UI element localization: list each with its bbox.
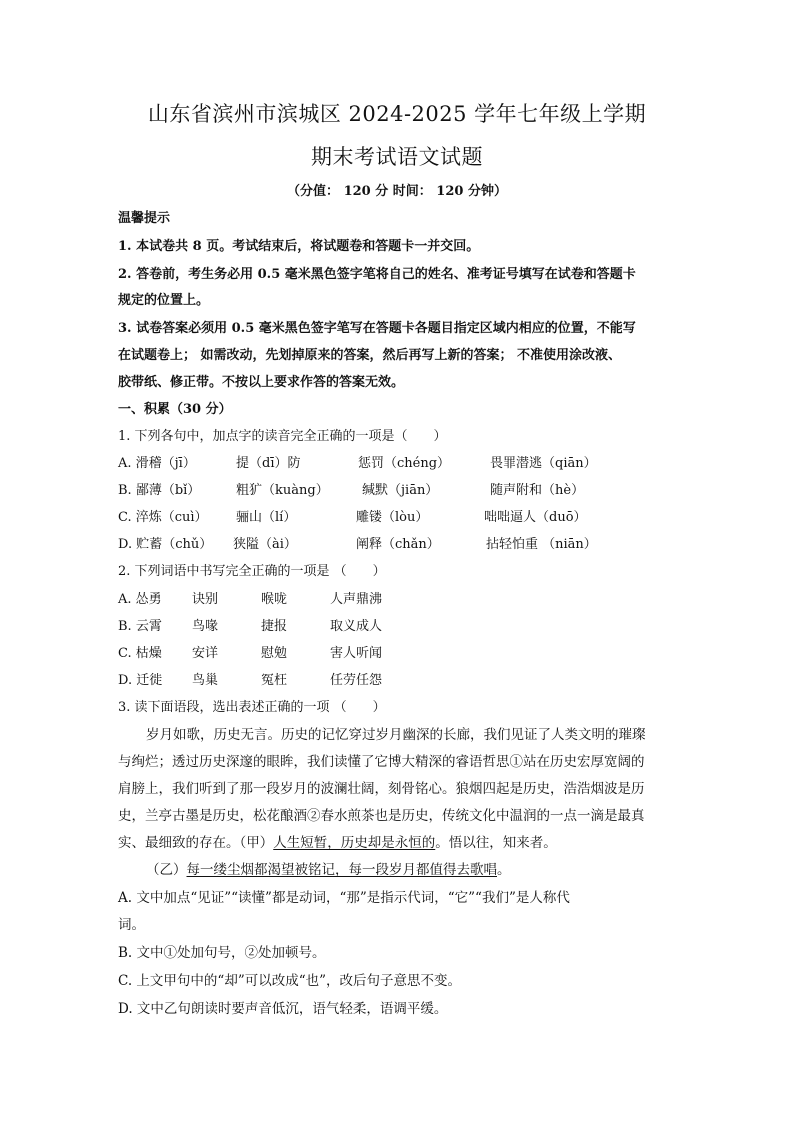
tip-2-line2: 规定的位置上。: [118, 293, 210, 308]
q3-option-d: D. 文中乙句朗读时要声音低沉，语气轻柔，语调平缓。: [118, 1001, 448, 1017]
exam-title-line2: 期末考试语文试题: [311, 145, 483, 169]
passage-line4: 史，兰亭古墨是历史，松花酿酒②春水煎茶也是历史，传统文化中温润的一点一滴是最真: [118, 808, 645, 824]
passage-line6-end: 。: [497, 862, 511, 878]
q2-option-c-item2: 安详: [192, 646, 219, 661]
q2-option-d-item2: 鸟巢: [192, 673, 219, 688]
q2-option-b-item4: 取义成人: [330, 619, 383, 634]
q2-option-c-item3: 慰勉: [261, 646, 288, 661]
passage-line6-start: （乙）: [146, 862, 187, 878]
exam-meta: （分值： 120 分 时间： 120 分钟）: [287, 184, 507, 199]
q1-option-a-item2: 提（dī）防: [236, 456, 301, 471]
q3-option-a-line2: 词。: [118, 917, 145, 933]
q2-option-d-item1: D. 迁徙: [118, 673, 163, 688]
q1-option-c-item3: 雕镂（lòu）: [356, 510, 429, 525]
sentence-jia-underlined: 人生短暂，历史却是永恒的: [273, 835, 436, 851]
passage-line1: 岁月如歌，历史无言。历史的记忆穿过岁月幽深的长廊，我们见证了人类文明的璀璨: [146, 727, 646, 743]
q2-option-a-item2: 诀别: [192, 592, 219, 607]
q2-option-c-item1: C. 枯燥: [118, 646, 162, 661]
passage-line5: [118, 831, 678, 851]
exam-title-line1: 山东省滨州市滨城区 2024-2025 学年七年级上学期: [147, 102, 647, 126]
q1-option-b-item2: 粗犷（kuàng）: [236, 483, 329, 498]
q1-option-d-item1: D. 贮蓄（chǔ）: [118, 537, 213, 552]
tip-2-line1: 2. 答卷前，考生务必用 0.5 毫米黑色签字笔将自己的姓名、准考证号填写在试卷和答题卡: [118, 267, 636, 282]
q2-option-c-item4: 害人听闻: [330, 646, 383, 661]
passage-line2: 与绚烂；透过历史深邃的眼眸，我们读懂了它博大精深的睿语哲思①站在历史宏厚宽阔的: [118, 754, 645, 770]
q1-option-a-item3: 惩罚（chéng）: [358, 456, 451, 471]
q3-option-c: C. 上文甲句中的“却”可以改成“也”，改后句子意思不变。: [118, 973, 462, 989]
q2-option-a-item4: 人声鼎沸: [330, 592, 383, 607]
tip-3-line1: 3. 试卷答案必须用 0.5 毫米黑色签字笔写在答题卡各题目指定区域内相应的位置，不能写: [118, 321, 636, 336]
q1-stem: 1. 下列各句中，加点字的读音完全正确的一项是（ ）: [118, 429, 447, 444]
q2-option-b-item3: 捷报: [261, 619, 288, 634]
tips-heading: 温馨提示: [118, 211, 171, 226]
passage-line3: 肩膀上，我们听到了那一段岁月的波澜壮阔，刻骨铭心。狼烟四起是历史，浩浩烟波是历: [118, 781, 645, 797]
q2-option-a-item1: A. 怂勇: [118, 592, 162, 607]
q3-option-b: B. 文中①处加句号，②处加顿号。: [118, 945, 326, 961]
sentence-yi-underlined: 每一缕尘烟都渴望被铭记，每一段岁月都值得去歌唱: [186, 862, 497, 878]
q2-option-b-item2: 鸟喙: [192, 619, 219, 634]
q2-option-d-item3: 冤枉: [261, 673, 288, 688]
q2-option-b-item1: B. 云霄: [118, 619, 162, 634]
q1-option-d-item3: 阐释（chǎn）: [356, 537, 440, 552]
q3-stem: 3. 读下面语段，选出表述正确的一项 （ ）: [118, 700, 386, 715]
section-heading: 一、积累（30 分）: [118, 402, 232, 417]
q1-option-c-item4: 咄咄逼人（duō）: [484, 510, 587, 525]
q2-stem: 2. 下列词语中书写完全正确的一项是 （ ）: [118, 564, 386, 579]
q2-option-d-item4: 任劳任怨: [330, 673, 383, 688]
passage-line5-end: 。悟以往，知来者。: [435, 835, 557, 851]
passage-line6: [146, 858, 706, 878]
passage-line5-start: 实、最细致的存在。（甲）: [118, 835, 274, 851]
q1-option-a-item4: 畏罪潜逃（qiān）: [490, 456, 597, 471]
q2-option-a-item3: 喉咙: [261, 592, 288, 607]
q1-option-b-item1: B. 鄙薄（bǐ）: [118, 483, 201, 498]
q1-option-a-item1: A. 滑稽（jī）: [118, 456, 196, 471]
tip-3-line3: 胶带纸、修正带。不按以上要求作答的答案无效。: [118, 375, 405, 390]
tip-3-line2: 在试题卷上； 如需改动，先划掉原来的答案，然后再写上新的答案； 不准使用涂改液、: [118, 348, 622, 363]
tip-1: 1. 本试卷共 8 页。考试结束后，将试题卷和答题卡一并交回。: [118, 239, 480, 254]
q1-option-d-item4: 拈轻怕重 （niān）: [486, 537, 597, 552]
q1-option-c-item2: 骊山（lí）: [236, 510, 297, 525]
q1-option-b-item3: 缄默（jiān）: [362, 483, 439, 498]
q1-option-b-item4: 随声附和（hè）: [490, 483, 585, 498]
q1-option-d-item2: 狭隘（ài）: [233, 537, 297, 552]
q3-option-a-line1: A. 文中加点“见证”“读懂”都是动词，“那”是指示代词，“它”“我们”是人称代: [118, 890, 570, 906]
q1-option-c-item1: C. 淬炼（cuì）: [118, 510, 208, 525]
